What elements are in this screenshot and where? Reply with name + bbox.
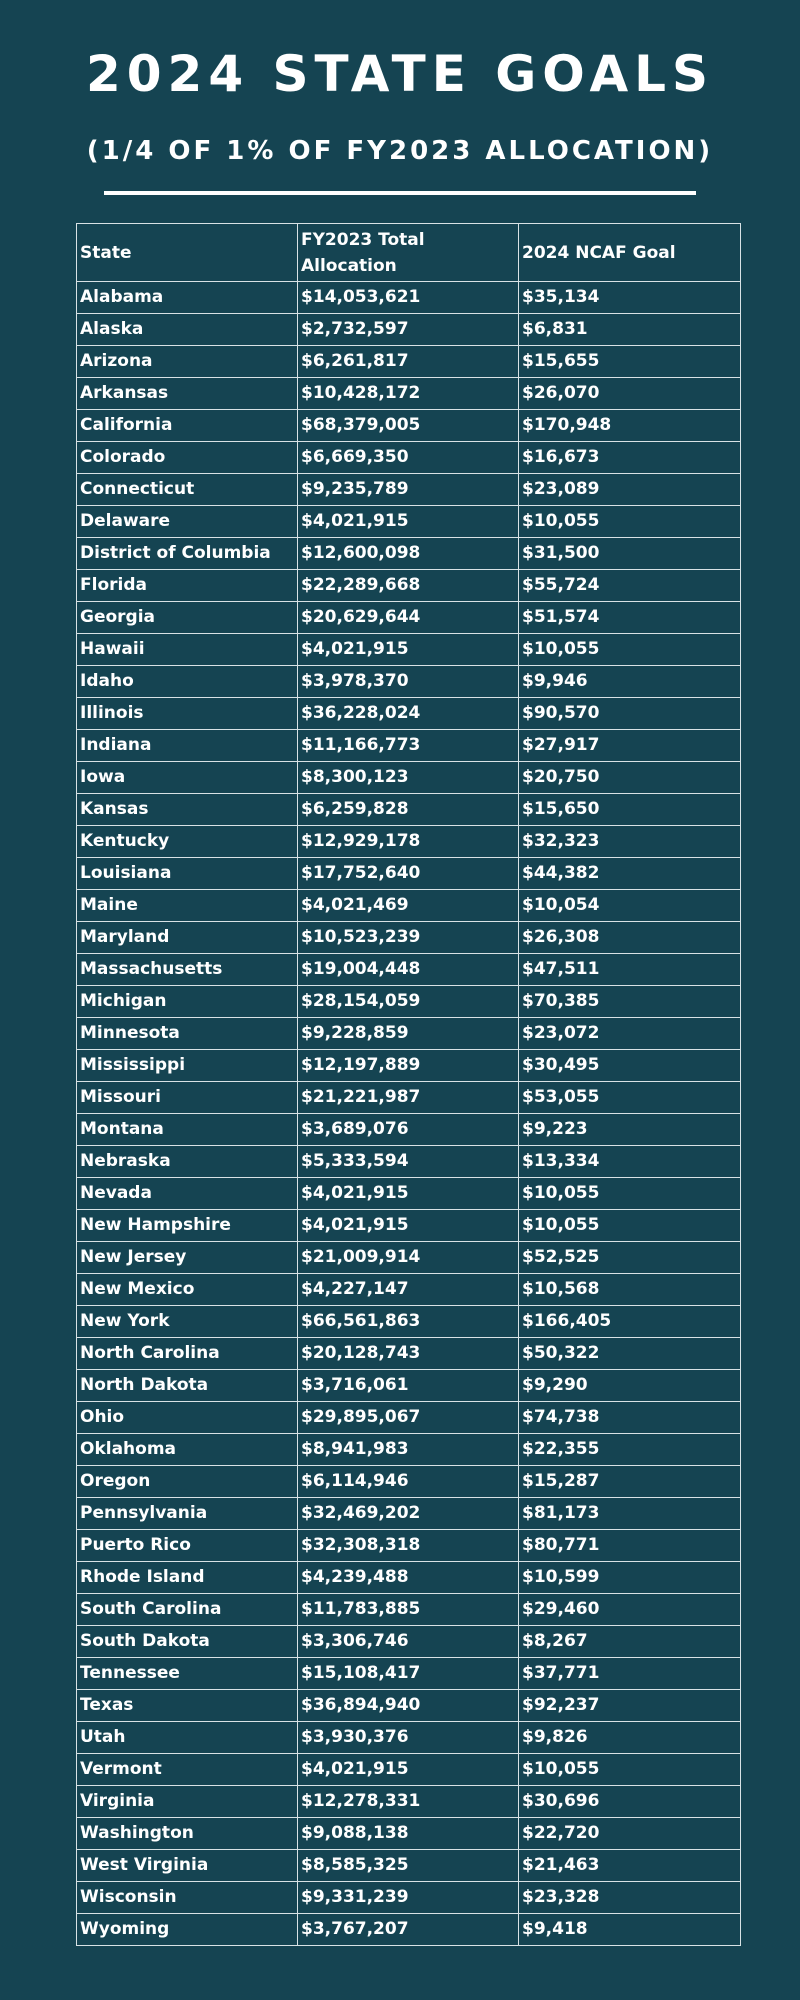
cell-ncaf-goal: $16,673: [519, 442, 741, 474]
table-row: [77, 410, 741, 442]
table-row: [77, 1146, 741, 1178]
cell-state: North Carolina: [77, 1338, 298, 1370]
table-row: [77, 1722, 741, 1754]
cell-ncaf-goal: $15,650: [519, 794, 741, 826]
cell-ncaf-goal: $70,385: [519, 986, 741, 1018]
table-row: [77, 1018, 741, 1050]
cell-state: Wyoming: [77, 1914, 298, 1946]
table-row: [77, 474, 741, 506]
cell-fy2023-allocation: $32,308,318: [298, 1530, 519, 1562]
cell-state: Alabama: [77, 282, 298, 314]
cell-fy2023-allocation: $4,021,915: [298, 1210, 519, 1242]
table-row: [77, 538, 741, 570]
table-row: [77, 1658, 741, 1690]
table-row: [77, 858, 741, 890]
cell-state: South Carolina: [77, 1594, 298, 1626]
cell-fy2023-allocation: $4,021,915: [298, 506, 519, 538]
cell-state: Kentucky: [77, 826, 298, 858]
table-row: [77, 442, 741, 474]
table-row: [77, 986, 741, 1018]
cell-fy2023-allocation: $6,259,828: [298, 794, 519, 826]
table-row: [77, 1850, 741, 1882]
table-row: [77, 1306, 741, 1338]
cell-fy2023-allocation: $22,289,668: [298, 570, 519, 602]
cell-state: West Virginia: [77, 1850, 298, 1882]
cell-fy2023-allocation: $29,895,067: [298, 1402, 519, 1434]
cell-state: Kansas: [77, 794, 298, 826]
table-row: [77, 1210, 741, 1242]
cell-ncaf-goal: $92,237: [519, 1690, 741, 1722]
table-row: [77, 1370, 741, 1402]
cell-state: Oklahoma: [77, 1434, 298, 1466]
table-row: [77, 1466, 741, 1498]
cell-ncaf-goal: $9,418: [519, 1914, 741, 1946]
table-row: [77, 762, 741, 794]
table-row: [77, 1626, 741, 1658]
cell-state: Massachusetts: [77, 954, 298, 986]
cell-ncaf-goal: $10,599: [519, 1562, 741, 1594]
cell-state: Puerto Rico: [77, 1530, 298, 1562]
cell-fy2023-allocation: $6,261,817: [298, 346, 519, 378]
cell-fy2023-allocation: $68,379,005: [298, 410, 519, 442]
cell-fy2023-allocation: $36,228,024: [298, 698, 519, 730]
cell-fy2023-allocation: $6,114,946: [298, 1466, 519, 1498]
table-row: [77, 1178, 741, 1210]
cell-fy2023-allocation: $2,732,597: [298, 314, 519, 346]
cell-fy2023-allocation: $14,053,621: [298, 282, 519, 314]
cell-fy2023-allocation: $32,469,202: [298, 1498, 519, 1530]
cell-state: Connecticut: [77, 474, 298, 506]
cell-state: Nevada: [77, 1178, 298, 1210]
cell-ncaf-goal: $10,055: [519, 506, 741, 538]
cell-state: Arizona: [77, 346, 298, 378]
cell-state: Texas: [77, 1690, 298, 1722]
cell-ncaf-goal: $170,948: [519, 410, 741, 442]
cell-fy2023-allocation: $20,629,644: [298, 602, 519, 634]
cell-ncaf-goal: $74,738: [519, 1402, 741, 1434]
table-row: [77, 922, 741, 954]
state-goals-table: [76, 223, 741, 1946]
cell-fy2023-allocation: $17,752,640: [298, 858, 519, 890]
cell-state: Montana: [77, 1114, 298, 1146]
cell-ncaf-goal: $53,055: [519, 1082, 741, 1114]
cell-state: Oregon: [77, 1466, 298, 1498]
cell-state: California: [77, 410, 298, 442]
cell-ncaf-goal: $21,463: [519, 1850, 741, 1882]
cell-state: Mississippi: [77, 1050, 298, 1082]
table-row: [77, 1914, 741, 1946]
cell-ncaf-goal: $8,267: [519, 1626, 741, 1658]
cell-ncaf-goal: $20,750: [519, 762, 741, 794]
cell-state: Alaska: [77, 314, 298, 346]
cell-ncaf-goal: $80,771: [519, 1530, 741, 1562]
cell-fy2023-allocation: $3,689,076: [298, 1114, 519, 1146]
cell-fy2023-allocation: $3,767,207: [298, 1914, 519, 1946]
cell-ncaf-goal: $6,831: [519, 314, 741, 346]
cell-ncaf-goal: $13,334: [519, 1146, 741, 1178]
cell-ncaf-goal: $81,173: [519, 1498, 741, 1530]
cell-fy2023-allocation: $4,021,915: [298, 634, 519, 666]
cell-ncaf-goal: $9,826: [519, 1722, 741, 1754]
cell-state: Hawaii: [77, 634, 298, 666]
title-divider: [104, 191, 696, 195]
table-row: [77, 794, 741, 826]
cell-ncaf-goal: $10,055: [519, 1754, 741, 1786]
cell-ncaf-goal: $15,287: [519, 1466, 741, 1498]
cell-fy2023-allocation: $3,306,746: [298, 1626, 519, 1658]
cell-fy2023-allocation: $8,585,325: [298, 1850, 519, 1882]
header-ncaf-goal: 2024 NCAF Goal: [519, 224, 741, 282]
cell-fy2023-allocation: $12,197,889: [298, 1050, 519, 1082]
cell-ncaf-goal: $31,500: [519, 538, 741, 570]
cell-ncaf-goal: $32,323: [519, 826, 741, 858]
cell-state: Nebraska: [77, 1146, 298, 1178]
table-row: [77, 890, 741, 922]
table-row: [77, 1562, 741, 1594]
table-row: [77, 346, 741, 378]
cell-state: South Dakota: [77, 1626, 298, 1658]
cell-fy2023-allocation: $9,088,138: [298, 1818, 519, 1850]
cell-fy2023-allocation: $11,783,885: [298, 1594, 519, 1626]
table-row: [77, 1498, 741, 1530]
cell-state: Michigan: [77, 986, 298, 1018]
header-state: State: [77, 224, 298, 282]
cell-state: Florida: [77, 570, 298, 602]
cell-state: New Jersey: [77, 1242, 298, 1274]
cell-fy2023-allocation: $3,978,370: [298, 666, 519, 698]
cell-state: Minnesota: [77, 1018, 298, 1050]
cell-state: Virginia: [77, 1786, 298, 1818]
cell-ncaf-goal: $10,054: [519, 890, 741, 922]
cell-fy2023-allocation: $6,669,350: [298, 442, 519, 474]
table-row: [77, 1050, 741, 1082]
cell-fy2023-allocation: $12,278,331: [298, 1786, 519, 1818]
cell-fy2023-allocation: $12,600,098: [298, 538, 519, 570]
table-row: [77, 1786, 741, 1818]
cell-state: Wisconsin: [77, 1882, 298, 1914]
cell-ncaf-goal: $22,355: [519, 1434, 741, 1466]
cell-ncaf-goal: $47,511: [519, 954, 741, 986]
cell-state: District of Columbia: [77, 538, 298, 570]
cell-state: Idaho: [77, 666, 298, 698]
table-row: [77, 1754, 741, 1786]
cell-ncaf-goal: $26,308: [519, 922, 741, 954]
cell-state: Indiana: [77, 730, 298, 762]
cell-ncaf-goal: $10,568: [519, 1274, 741, 1306]
cell-state: Illinois: [77, 698, 298, 730]
cell-state: Rhode Island: [77, 1562, 298, 1594]
cell-ncaf-goal: $10,055: [519, 634, 741, 666]
cell-fy2023-allocation: $20,128,743: [298, 1338, 519, 1370]
cell-state: Maine: [77, 890, 298, 922]
cell-ncaf-goal: $50,322: [519, 1338, 741, 1370]
table-row: [77, 730, 741, 762]
cell-fy2023-allocation: $12,929,178: [298, 826, 519, 858]
cell-state: North Dakota: [77, 1370, 298, 1402]
header-row: [77, 224, 741, 282]
cell-ncaf-goal: $9,223: [519, 1114, 741, 1146]
table-header: [77, 224, 741, 282]
cell-ncaf-goal: $30,495: [519, 1050, 741, 1082]
cell-fy2023-allocation: $4,021,915: [298, 1754, 519, 1786]
table-row: [77, 826, 741, 858]
cell-fy2023-allocation: $9,235,789: [298, 474, 519, 506]
cell-state: Pennsylvania: [77, 1498, 298, 1530]
cell-fy2023-allocation: $10,428,172: [298, 378, 519, 410]
cell-ncaf-goal: $10,055: [519, 1210, 741, 1242]
table-row: [77, 1338, 741, 1370]
table-row: [77, 1242, 741, 1274]
cell-ncaf-goal: $52,525: [519, 1242, 741, 1274]
cell-ncaf-goal: $55,724: [519, 570, 741, 602]
table-body: [77, 282, 741, 1946]
table-row: [77, 1274, 741, 1306]
cell-state: Maryland: [77, 922, 298, 954]
cell-ncaf-goal: $166,405: [519, 1306, 741, 1338]
cell-state: Missouri: [77, 1082, 298, 1114]
cell-fy2023-allocation: $4,021,469: [298, 890, 519, 922]
cell-ncaf-goal: $23,089: [519, 474, 741, 506]
cell-state: Colorado: [77, 442, 298, 474]
cell-ncaf-goal: $22,720: [519, 1818, 741, 1850]
cell-state: Vermont: [77, 1754, 298, 1786]
cell-ncaf-goal: $90,570: [519, 698, 741, 730]
table-row: [77, 954, 741, 986]
cell-fy2023-allocation: $4,227,147: [298, 1274, 519, 1306]
cell-fy2023-allocation: $36,894,940: [298, 1690, 519, 1722]
cell-state: Louisiana: [77, 858, 298, 890]
cell-fy2023-allocation: $28,154,059: [298, 986, 519, 1018]
cell-state: Iowa: [77, 762, 298, 794]
cell-state: Georgia: [77, 602, 298, 634]
cell-state: Ohio: [77, 1402, 298, 1434]
cell-ncaf-goal: $9,290: [519, 1370, 741, 1402]
cell-state: Delaware: [77, 506, 298, 538]
cell-ncaf-goal: $15,655: [519, 346, 741, 378]
cell-state: Utah: [77, 1722, 298, 1754]
cell-ncaf-goal: $29,460: [519, 1594, 741, 1626]
cell-fy2023-allocation: $4,021,915: [298, 1178, 519, 1210]
cell-state: New York: [77, 1306, 298, 1338]
cell-ncaf-goal: $9,946: [519, 666, 741, 698]
cell-state: Tennessee: [77, 1658, 298, 1690]
cell-ncaf-goal: $23,072: [519, 1018, 741, 1050]
cell-fy2023-allocation: $15,108,417: [298, 1658, 519, 1690]
table-row: [77, 698, 741, 730]
table-row: [77, 1818, 741, 1850]
cell-fy2023-allocation: $8,300,123: [298, 762, 519, 794]
cell-state: New Mexico: [77, 1274, 298, 1306]
table-row: [77, 378, 741, 410]
cell-fy2023-allocation: $8,941,983: [298, 1434, 519, 1466]
table-row: [77, 634, 741, 666]
cell-ncaf-goal: $51,574: [519, 602, 741, 634]
table-row: [77, 666, 741, 698]
cell-fy2023-allocation: $10,523,239: [298, 922, 519, 954]
cell-fy2023-allocation: $21,009,914: [298, 1242, 519, 1274]
cell-fy2023-allocation: $3,716,061: [298, 1370, 519, 1402]
cell-fy2023-allocation: $9,331,239: [298, 1882, 519, 1914]
cell-fy2023-allocation: $4,239,488: [298, 1562, 519, 1594]
cell-fy2023-allocation: $21,221,987: [298, 1082, 519, 1114]
cell-fy2023-allocation: $3,930,376: [298, 1722, 519, 1754]
table-row: [77, 1402, 741, 1434]
table-row: [77, 1594, 741, 1626]
cell-fy2023-allocation: $5,333,594: [298, 1146, 519, 1178]
cell-state: New Hampshire: [77, 1210, 298, 1242]
table-row: [77, 1114, 741, 1146]
cell-state: Washington: [77, 1818, 298, 1850]
page-title: 2024 STATE GOALS: [85, 45, 715, 103]
cell-ncaf-goal: $27,917: [519, 730, 741, 762]
table-row: [77, 314, 741, 346]
table-row: [77, 506, 741, 538]
cell-ncaf-goal: $10,055: [519, 1178, 741, 1210]
page-subtitle: (1/4 OF 1% OF FY2023 ALLOCATION): [86, 136, 714, 166]
cell-ncaf-goal: $26,070: [519, 378, 741, 410]
table-row: [77, 1082, 741, 1114]
table-row: [77, 282, 741, 314]
table-row: [77, 570, 741, 602]
table-row: [77, 1434, 741, 1466]
cell-fy2023-allocation: $66,561,863: [298, 1306, 519, 1338]
cell-ncaf-goal: $44,382: [519, 858, 741, 890]
cell-fy2023-allocation: $9,228,859: [298, 1018, 519, 1050]
table-row: [77, 602, 741, 634]
table-row: [77, 1690, 741, 1722]
cell-ncaf-goal: $23,328: [519, 1882, 741, 1914]
table-row: [77, 1530, 741, 1562]
cell-fy2023-allocation: $11,166,773: [298, 730, 519, 762]
cell-ncaf-goal: $37,771: [519, 1658, 741, 1690]
header-fy2023-allocation: FY2023 Total Allocation: [298, 224, 519, 282]
cell-state: Arkansas: [77, 378, 298, 410]
table-row: [77, 1882, 741, 1914]
cell-ncaf-goal: $30,696: [519, 1786, 741, 1818]
cell-ncaf-goal: $35,134: [519, 282, 741, 314]
cell-fy2023-allocation: $19,004,448: [298, 954, 519, 986]
